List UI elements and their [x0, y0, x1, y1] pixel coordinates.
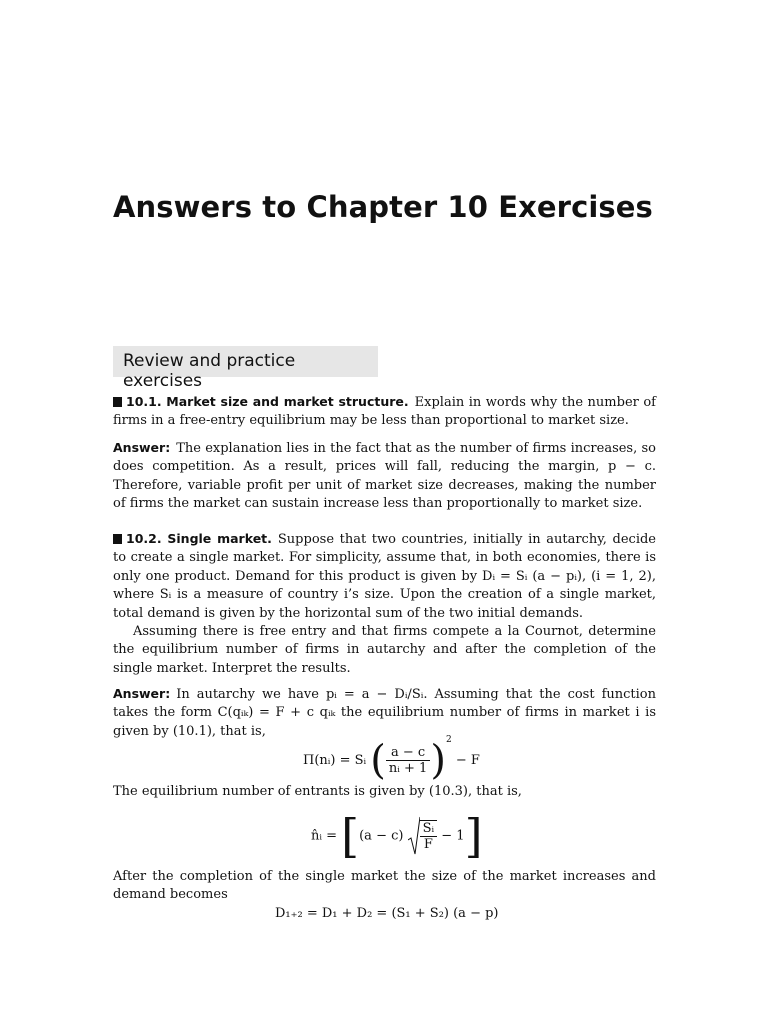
- eq2-fraction: [420, 820, 438, 852]
- eq2-denominator: F: [423, 837, 433, 852]
- square-root: [408, 816, 438, 856]
- sqrt-sign-icon: [408, 816, 420, 856]
- answer-text: The explanation lies in the fact that as the number of firms increases, so does competition. As a result, prices will fall, reducing the margin, p − c. Therefore, variable profit per unit of market size decreases, making the number of firms the market can sustain increase less than proportionally to market size.: [113, 441, 656, 512]
- exercise-10-2: [113, 530, 656, 678]
- exercise-text: Suppose that two countries, initially in autarchy, decide to create a single market. For simplicity, assume that, in both economies, there is only one product. Demand for this product is given by Dᵢ = Sᵢ (a − pᵢ), (i = 1, 2), where Sᵢ is a measure of country i’s size. Upon the creation of a single market, total demand is given by the horizontal sum of the two initial demands.: [113, 532, 656, 621]
- paragraph-entrants: [113, 783, 656, 801]
- answer-label: Answer:: [113, 440, 171, 455]
- paragraph-after: [113, 868, 656, 905]
- exercise-text: Explain in words why the number of firms in a free-entry equilibrium may be less than proportional to market size.: [113, 395, 656, 429]
- eq1-exponent: 2: [445, 735, 452, 745]
- exercise-heading: 10.2. Single market.: [126, 531, 272, 546]
- eq1-right: − F: [455, 753, 480, 768]
- eq1-denominator: nᵢ + 1: [388, 761, 428, 776]
- chapter-title: Answers to Chapter 10 Exercises: [113, 190, 653, 224]
- equation-demand: D₁₊₂ = D₁ + D₂ = (S₁ + S₂) (a − p): [275, 906, 499, 921]
- exercise-text-continued: Assuming there is free entry and that firms compete a la Cournot, determine the equilibrium number of firms in autarchy and after the completion of the single market. Interpret the results.: [113, 624, 656, 676]
- answer-label: Answer:: [113, 686, 171, 701]
- eq1-fraction: [386, 745, 430, 776]
- bullet-square-icon: [113, 534, 122, 544]
- answer-10-2: [113, 685, 656, 741]
- exercise-heading: 10.1. Market size and market structure.: [126, 394, 409, 409]
- answer-text: In autarchy we have pᵢ = a − Dᵢ/Sᵢ. Assuming that the cost function takes the form C(qᵢₖ) = F + c qᵢₖ the equilibrium number of firms in market i is given by (10.1), that is,: [113, 687, 656, 739]
- eq2-inner: (a − c): [359, 828, 404, 844]
- eq2-numerator: Sᵢ: [420, 821, 438, 837]
- equation-entrants: n̂ᵢ = [(a − c) $\frac{\text{Sᵢ}}{F}$ − 1]: [311, 809, 483, 863]
- section-heading: Review and practice exercises: [113, 346, 378, 377]
- eq2-right: − 1: [441, 828, 465, 844]
- answer-10-1: [113, 439, 656, 514]
- paragraph-text: The equilibrium number of entrants is given by (10.3), that is,: [113, 784, 522, 799]
- equation-profit: Π(nᵢ) = Sᵢ ( $\frac{a - c}{\text{nᵢ + 1}}$ )$^2$ − F: [303, 735, 480, 784]
- paragraph-text: After the completion of the single market the size of the market increases and demand becomes: [113, 869, 656, 903]
- exercise-10-1: [113, 393, 656, 431]
- bullet-square-icon: [113, 397, 122, 407]
- eq2-left: n̂ᵢ =: [311, 828, 338, 844]
- eq1-left: Π(nᵢ) = Sᵢ: [303, 753, 367, 768]
- eq1-numerator: a − c: [386, 745, 430, 761]
